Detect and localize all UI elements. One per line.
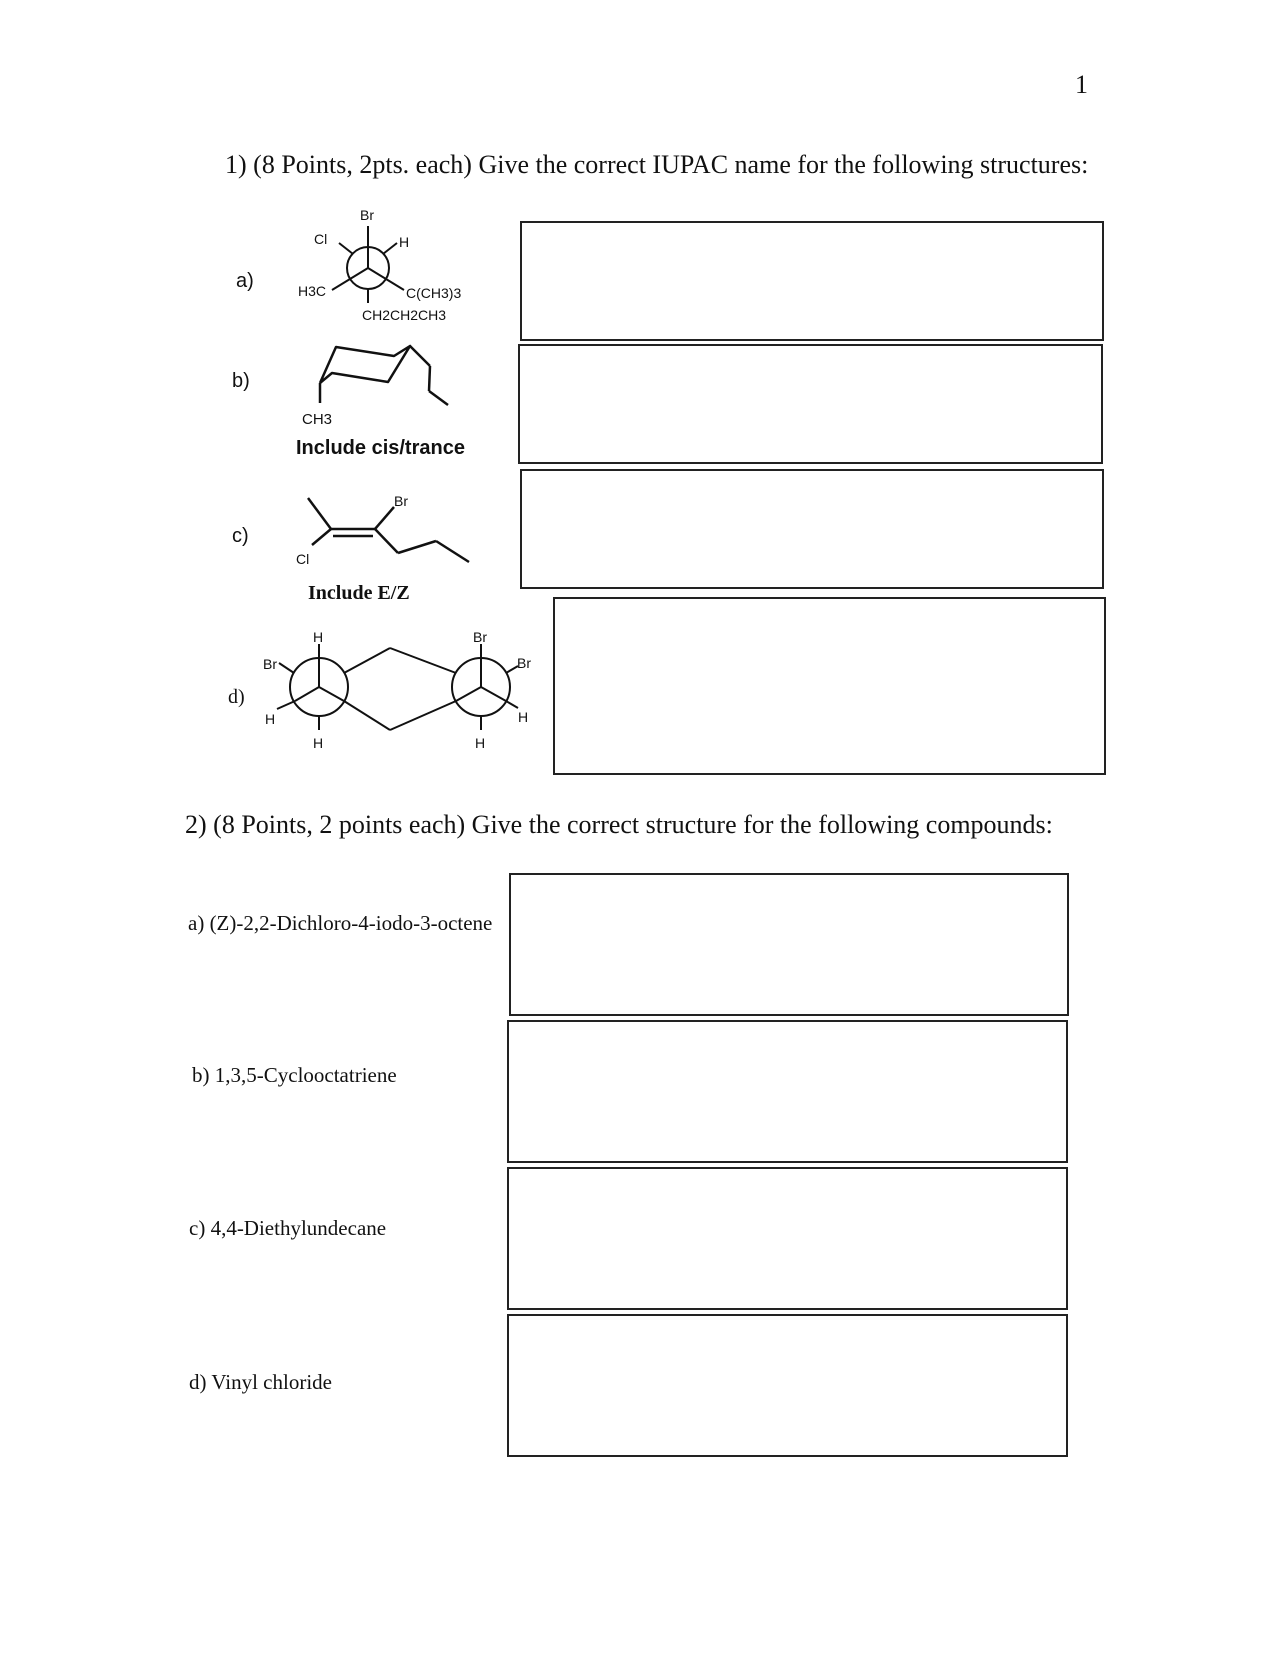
q2-answer-box-a[interactable] xyxy=(509,873,1069,1016)
struct-a-lower-right: C(CH3)3 xyxy=(406,285,462,301)
q2-answer-box-d[interactable] xyxy=(507,1314,1068,1457)
q2-item-c-label: c) 4,4-Diethylundecane xyxy=(189,1216,387,1240)
cis-trans-note: Include cis/trance xyxy=(296,437,465,459)
q2-item-a-label: a) (Z)-2,2-Dichloro-4-iodo-3-octene xyxy=(188,911,493,935)
ez-note: Include E/Z xyxy=(308,582,410,604)
struct-a-upper-right: H xyxy=(399,234,410,250)
q1-item-c-label: c) xyxy=(232,525,249,547)
struct-d-right-lower-right: H xyxy=(518,709,529,725)
q1-item-b-label: b) xyxy=(232,370,250,392)
struct-c-top: Br xyxy=(394,493,408,509)
struct-d-right-upper-right: Br xyxy=(517,655,531,671)
struct-a-upper-left: Cl xyxy=(314,231,328,247)
struct-d-left-lower-left: H xyxy=(265,711,276,727)
struct-a-bottom: CH2CH2CH3 xyxy=(362,307,447,323)
struct-a-lower-left: H3C xyxy=(298,283,327,299)
structure-c-alkene xyxy=(290,485,490,580)
question-1-heading: 1) (8 Points, 2pts. each) Give the correct IUPAC name for the following structures: xyxy=(225,150,1089,179)
struct-d-left-top: H xyxy=(313,630,324,645)
structure-b-cyclohexane-chair xyxy=(290,335,490,435)
struct-d-left-upper-left: Br xyxy=(263,656,277,672)
struct-d-right-bottom: H xyxy=(475,735,486,751)
struct-b-substituent: CH3 xyxy=(302,411,333,428)
q1-item-d-label: d) xyxy=(228,686,245,708)
q1-answer-box-b[interactable] xyxy=(518,344,1103,464)
struct-d-left-bottom: H xyxy=(313,735,324,751)
q2-item-d-label: d) Vinyl chloride xyxy=(189,1370,332,1394)
q1-answer-box-d[interactable] xyxy=(553,597,1106,775)
structure-d-bicyclic-newman xyxy=(255,630,550,760)
page-number: 1 xyxy=(1075,70,1088,99)
struct-c-left: Cl xyxy=(296,551,310,567)
structure-a-newman-projection xyxy=(280,200,500,335)
q1-item-a-label: a) xyxy=(236,270,254,292)
q2-answer-box-b[interactable] xyxy=(507,1020,1068,1163)
q2-item-b-label: b) 1,3,5-Cyclooctatriene xyxy=(192,1063,397,1087)
q1-answer-box-c[interactable] xyxy=(520,469,1104,589)
struct-d-right-top: Br xyxy=(473,630,487,645)
struct-a-top: Br xyxy=(360,207,374,223)
q2-answer-box-c[interactable] xyxy=(507,1167,1068,1310)
q1-answer-box-a[interactable] xyxy=(520,221,1104,341)
question-2-heading: 2) (8 Points, 2 points each) Give the correct structure for the following compounds: xyxy=(185,810,1053,839)
